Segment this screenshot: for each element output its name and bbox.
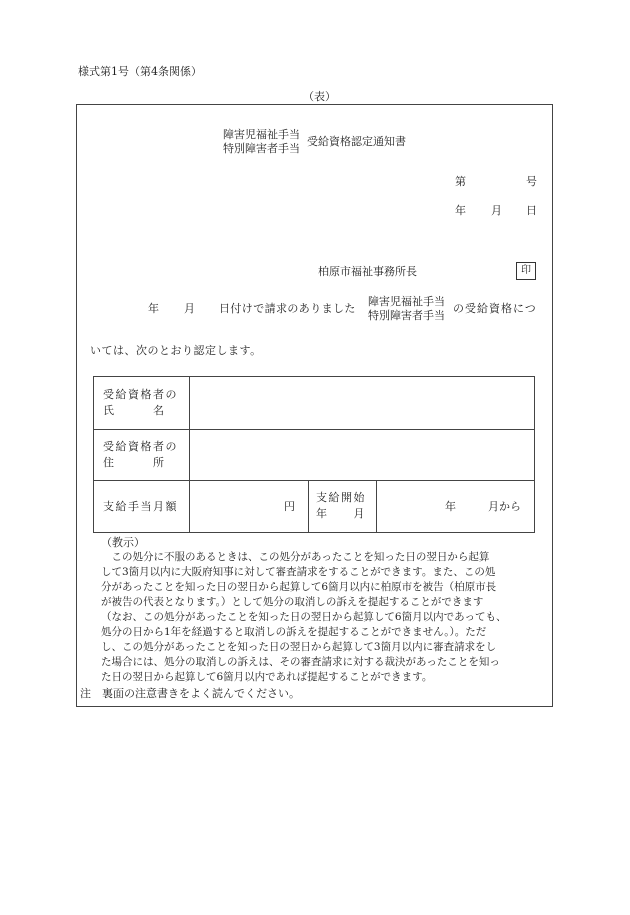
request-allowance-2: 特別障害者手当: [368, 309, 445, 322]
notice-line: （なお、この処分があったことを知った日の翌日から起算して6箇月以内であっても、: [101, 611, 507, 623]
details-table: [93, 376, 535, 533]
request-allowance-1: 障害児福祉手当: [368, 295, 445, 308]
notice-line: が被告の代表となります。）として処分の取消しの訴えを提起することができます: [101, 596, 484, 608]
issue-date-line: [0, 205, 630, 219]
amount-label: 支給手当月額: [103, 500, 178, 513]
start-label-line-2: 年 月: [316, 507, 366, 520]
request-month: 月: [184, 302, 195, 315]
row-divider: [94, 480, 534, 481]
notice-line: して3箇月以内に大阪府知事に対して審査請求をすることができます。また、この処: [101, 566, 496, 578]
row-divider: [94, 429, 534, 430]
notice-line: この処分に不服のあるときは、この処分があったことを知った日の翌日から起算: [101, 551, 490, 563]
column-divider: [376, 480, 377, 532]
request-allowance-stack: [368, 295, 445, 323]
name-label-line-1: 受給資格者の: [103, 388, 178, 401]
column-divider: [308, 480, 309, 532]
address-label: [103, 439, 178, 471]
request-year: 年: [148, 302, 159, 315]
notice-line: 処分の日から1年を経過すると取消しの訴えを提起することができません。）。ただ: [101, 626, 487, 638]
form-number: 様式第1号（第4条関係）: [78, 65, 202, 78]
issuer-name: 柏原市福祉事務所長: [318, 265, 417, 278]
start-month-from: 月から: [488, 500, 521, 513]
column-divider: [189, 377, 190, 532]
request-sentence: [0, 295, 630, 325]
document-title: 受給資格認定通知書: [307, 135, 406, 148]
name-label-line-2: 氏 名: [103, 404, 166, 417]
day-label: 日: [526, 204, 537, 217]
certification-text: いては、次のとおり認定します。: [90, 344, 262, 357]
start-label-line-1: 支給開始: [316, 491, 366, 504]
start-label: [316, 490, 366, 522]
number-suffix: 号: [526, 175, 537, 188]
notice-line: 分があったことを知った日の翌日から起算して6箇月以内に柏原市を被告（柏原市長: [101, 581, 497, 593]
notice-line: た日の翌日から起算して6箇月以内であれば提起することができます。: [101, 671, 433, 683]
footnote: 注 裏面の注意書きをよく読んでください。: [80, 687, 300, 700]
month-label: 月: [491, 204, 502, 217]
side-label: （表）: [303, 90, 336, 103]
name-label: [103, 387, 178, 419]
notice-line: た場合には、処分の取消しの訴えは、その審査請求に対する裁決があったことを知っ: [101, 656, 500, 668]
allowance-name-1: 障害児福祉手当: [223, 128, 300, 141]
number-prefix: 第: [455, 175, 466, 188]
request-tail: の受給資格につ: [453, 302, 537, 315]
start-year: 年: [445, 500, 456, 513]
notice-line: し、この処分があったことを知った日の翌日から起算して3箇月以内に審査請求をし: [101, 641, 497, 653]
request-dated-text: 日付けで請求のありました: [219, 302, 356, 315]
allowance-type-stack: [223, 128, 300, 156]
allowance-name-2: 特別障害者手当: [223, 142, 300, 155]
address-label-line-2: 住 所: [103, 456, 166, 469]
yen-unit: 円: [284, 500, 295, 513]
address-label-line-1: 受給資格者の: [103, 440, 178, 453]
document-number-line: [0, 176, 630, 190]
notice-heading: （教示）: [101, 536, 145, 549]
appeal-notice: [101, 550, 541, 685]
seal-box: 印: [516, 262, 536, 280]
year-label: 年: [455, 204, 466, 217]
